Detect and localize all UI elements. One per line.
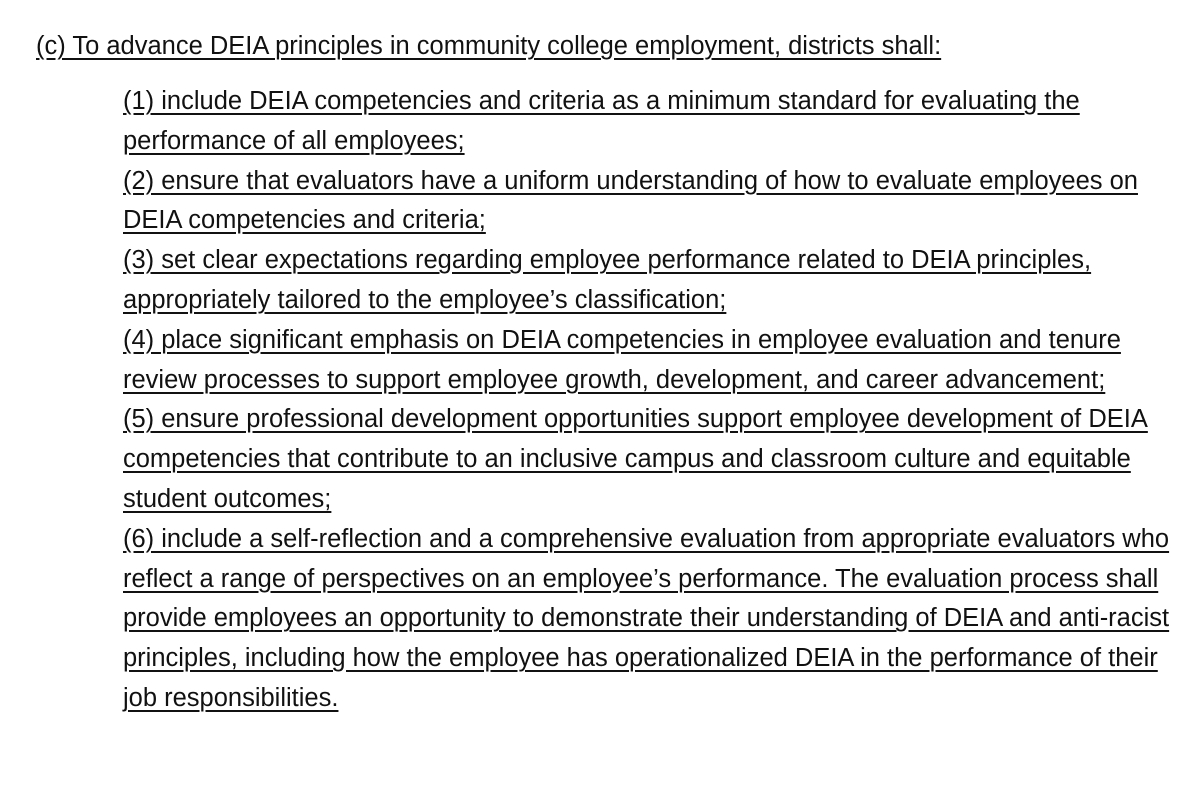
requirements-list [36,82,1186,719]
cut-off-previous-line [0,0,1200,4]
list-item: (5) ensure professional development opportunities support employee development of DEIA competencies that contribute to an inclusive campus and classroom culture and equitable student outcomes; [123,405,1148,513]
cut-off-text-fragment [900,0,1020,4]
document-body [36,28,1186,719]
list-item: (4) place significant emphasis on DEIA competencies in employee evaluation and tenure review processes to support employee growth, development, and career advancement; [123,325,1121,394]
section-intro: (c) To advance DEIA principles in community college employment, districts shall: [36,32,942,60]
list-item: (1) include DEIA competencies and criteria as a minimum standard for evaluating the performance of all employees; [123,87,1080,155]
list-item: (6) include a self-reflection and a comprehensive evaluation from appropriate evaluators who reflect a range of perspectives on an employee’s performance. The evaluation process shall provide employees an opportunity to demonstrate their understanding of DEIA and anti-racist principles, including how the employee has operationalized DEIA in the performance of their job responsibilities. [123,524,1170,712]
list-item: (3) set clear expectations regarding employee performance related to DEIA principles, appropriately tailored to the employee’s classification; [123,246,1092,314]
list-item: (2) ensure that evaluators have a uniform understanding of how to evaluate employees on DEIA competencies and criteria; [123,166,1138,235]
cut-off-text-fragment [560,0,820,4]
cut-off-text-fragment [36,0,50,4]
cut-off-text-fragment [830,0,890,4]
